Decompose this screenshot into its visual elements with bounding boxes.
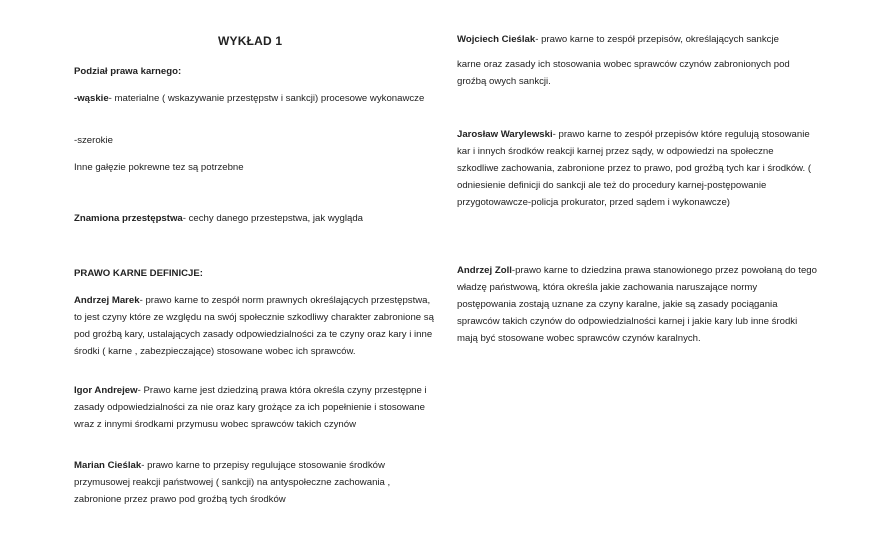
author-name: Marian Cieślak: [74, 460, 142, 471]
definition-text: - prawo karne to zespół przepisów, określających sankcje: [535, 34, 779, 45]
definition-zoll: [457, 262, 817, 347]
znamiona-text: - cechy danego przestepstwa, jak wygląda: [182, 213, 364, 224]
author-name: Andrzej Marek: [74, 295, 140, 306]
definition-text: - prawo karne to zespół przepisów które regulują stosowanie kar i innych środków reakcji karnej przez sądy, w odpowiedzi na społeczne szkodliwe zachowania, zabronione przez to prawo, pod groźbą tych kar i środków. ( odniesienie definicji do sankcji ale też do procedury karnej-postępowanie przygotowawcze-policja prokurator, przed sądem i wykonawcze): [457, 129, 812, 208]
waskie-term: -wąskie: [74, 93, 109, 104]
definition-text: - prawo karne to przepisy regulujące stosowanie środków przymusowej reakcji państwowej ( sankcji) na antyspołeczne zachowania , zabronione przez prawo pod groźbą tych środków: [74, 460, 391, 505]
znamiona-term: Znamiona przestępstwa: [74, 213, 183, 224]
author-name: Igor Andrejew: [74, 385, 138, 396]
author-name: Jarosław Warylewski: [457, 129, 553, 140]
definition-cieslak-marian: [74, 457, 434, 508]
definicje-heading: PRAWO KARNE DEFINICJE:: [74, 268, 203, 279]
definition-warylewski: [457, 126, 817, 211]
waskie-item: [74, 90, 434, 107]
podzial-heading: Podział prawa karnego:: [74, 66, 182, 77]
definition-text: - Prawo karne jest dziedziną prawa która określa czyny przestępne i zasady odpowiedzialności za nie oraz kary grożące za ich popełnienie i stosowane wraz z innymi środkami przymusu wobec sprawców takich czynów: [74, 385, 427, 430]
definition-cieslak-wojciech: [457, 31, 817, 90]
author-name: Andrzej Zoll: [457, 265, 512, 276]
definition-andrejew: [74, 382, 434, 433]
page-title: WYKŁAD 1: [218, 34, 283, 48]
definition-text-continued: karne oraz zasady ich stosowania wobec sprawców czynów zabronionych pod groźbą owych sankcji.: [457, 59, 790, 87]
author-name: Wojciech Cieślak: [457, 34, 536, 45]
definition-text: -prawo karne to dziedzina prawa stanowionego przez powołaną do tego władzę państwową, która określa jakie zachowania naruszające normy postępowania zostają uznane za czyny karalne, jakie są zasady pociągania sprawców takich czynów do odpowiedzialności karnej i jakie kary lub inne środki mają być stosowane wobec sprawców czynów karalnych.: [457, 265, 817, 344]
znamiona-item: [74, 210, 434, 227]
waskie-text: - materialne ( wskazywanie przestępstw i sankcji) procesowe wykonawcze: [108, 93, 425, 104]
inne-galezie: Inne gałęzie pokrewne tez są potrzebne: [74, 162, 244, 173]
definition-marek: [74, 292, 434, 360]
szerokie-item: -szerokie: [74, 135, 113, 146]
definition-text: - prawo karne to zespół norm prawnych określających przestępstwa, to jest czyny które ze względu na swój społecznie szkodliwy charakter zabronione są pod groźbą kary, ustalających zasady odpowiedzialności za te czyny oraz kary i inne środki ( karne , zabezpieczające) stosowane wobec ich sprawców.: [74, 295, 434, 357]
